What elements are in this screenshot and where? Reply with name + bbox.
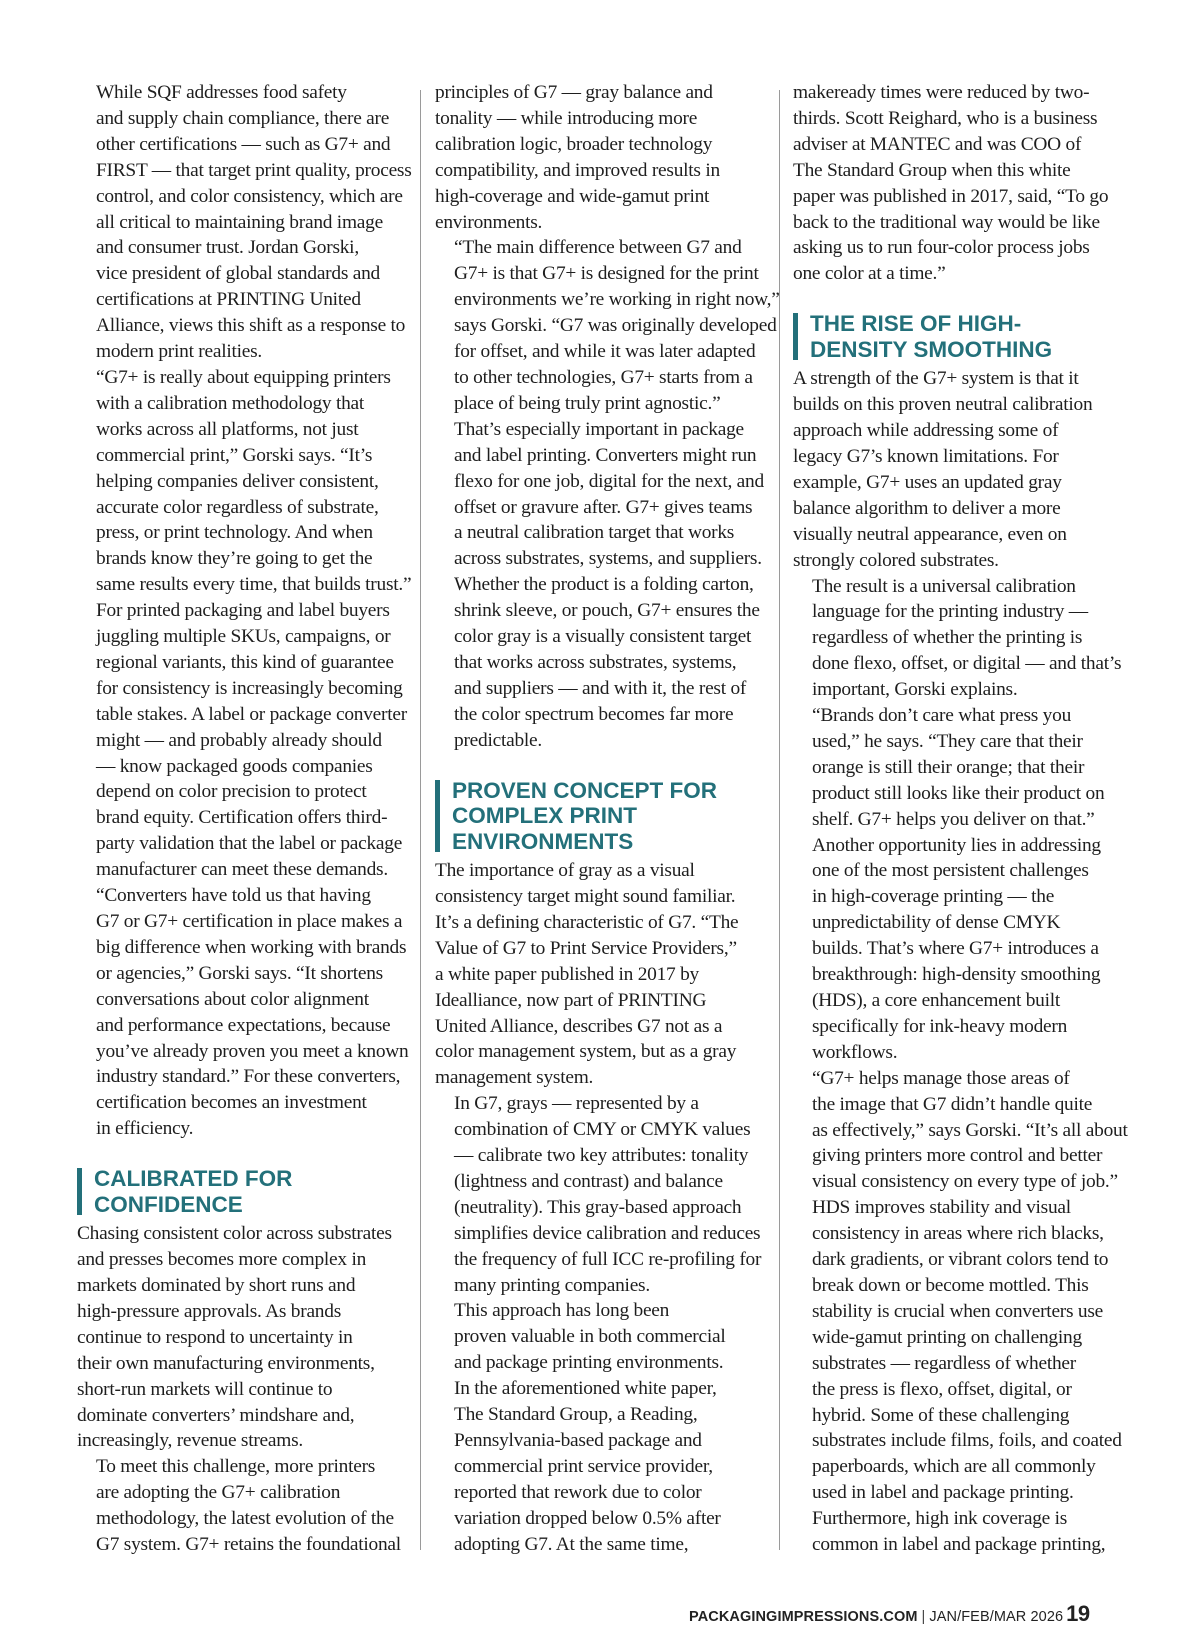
text-line: consistency in areas where rich blacks, <box>812 1223 1104 1245</box>
text-line: certification becomes an investment <box>96 1092 367 1114</box>
text-line: G7 system. G7+ retains the foundational <box>96 1534 401 1556</box>
text-line: color gray is a visually consistent target <box>454 626 752 648</box>
text-line: same results every time, that builds trust.” <box>96 574 412 596</box>
text-line: important, Gorski explains. <box>812 679 1018 701</box>
text-line: accurate color regardless of substrate, <box>96 496 379 518</box>
text-line: (neutrality). This gray-based approach <box>454 1196 742 1218</box>
text-line: break down or become mottled. This <box>812 1274 1089 1296</box>
footer-separator: | <box>921 1609 926 1625</box>
body-paragraph <box>77 365 412 598</box>
text-line: and presses becomes more complex in <box>77 1249 367 1271</box>
text-line: and package printing environments. <box>454 1352 724 1374</box>
text-line: “G7+ helps manage those areas of <box>812 1067 1070 1089</box>
text-line: consistency target might sound familiar. <box>435 885 736 907</box>
body-paragraph <box>435 1298 765 1557</box>
text-line: simplifies device calibration and reduces <box>454 1222 761 1244</box>
text-line: used,” he says. “They care that their <box>812 730 1083 752</box>
text-line: stability is crucial when converters use <box>812 1300 1103 1322</box>
text-line: “Brands don’t care what press you <box>812 705 1072 727</box>
text-line: regional variants, this kind of guarantee <box>96 651 394 673</box>
text-line: vice president of global standards and <box>96 263 380 285</box>
text-line: predictable. <box>454 729 542 751</box>
text-line: The result is a universal calibration <box>812 575 1076 597</box>
text-line: as effectively,” says Gorski. “It’s all about <box>812 1119 1128 1141</box>
text-line: specifically for ink-heavy modern <box>812 1015 1068 1037</box>
text-line: G7 or G7+ certification in place makes a <box>96 911 403 932</box>
body-paragraph <box>77 883 407 1142</box>
text-line: works across all platforms, not just <box>96 418 359 440</box>
body-paragraph <box>77 80 412 365</box>
text-line: the image that G7 didn’t handle quite <box>812 1093 1093 1115</box>
text-line: builds. That’s where G7+ introduces a <box>812 938 1099 960</box>
footer-site: PACKAGINGIMPRESSIONS.COM <box>689 1609 918 1625</box>
article-column-2 <box>435 80 780 1558</box>
text-line: Chasing consistent color across substrates <box>77 1223 392 1245</box>
text-line: environments. <box>435 211 543 233</box>
text-line: short-run markets will continue to <box>77 1378 333 1400</box>
text-line: common in label and package printing, <box>812 1534 1106 1556</box>
text-line: industry standard.” For these converters, <box>96 1066 401 1088</box>
text-line: principles of G7 — gray balance and <box>435 82 713 103</box>
text-line: methodology, the latest evolution of the <box>96 1508 394 1530</box>
text-line: other certifications — such as G7+ and <box>96 133 391 155</box>
text-line: with a calibration methodology that <box>96 392 365 414</box>
text-line: PROVEN CONCEPT FOR <box>452 777 718 803</box>
text-line: In G7, grays — represented by a <box>454 1093 699 1115</box>
text-line: variation dropped below 0.5% after <box>454 1507 721 1529</box>
text-line: back to the traditional way would be like <box>793 211 1100 233</box>
text-line: in efficiency. <box>96 1118 194 1140</box>
text-line: done flexo, offset, or digital — and that’s <box>812 653 1122 675</box>
text-line: paperboards, which are all commonly <box>812 1456 1096 1478</box>
text-line: builds on this proven neutral calibration <box>793 394 1093 416</box>
text-line: workflows. <box>812 1041 898 1063</box>
text-line: Value of G7 to Print Service Providers,” <box>435 937 737 959</box>
body-paragraph <box>793 703 1126 833</box>
text-line: In the aforementioned white paper, <box>454 1378 717 1400</box>
text-line: legacy G7’s known limitations. For <box>793 445 1059 467</box>
column-divider <box>420 90 421 1550</box>
text-line: The importance of gray as a visual <box>435 860 695 882</box>
text-line: CONFIDENCE <box>94 1191 243 1217</box>
text-line: certifications at PRINTING United <box>96 289 361 311</box>
text-line: modern print realities. <box>96 341 263 363</box>
text-line: place of being truly print agnostic.” <box>454 392 721 414</box>
text-line: orange is still their orange; that their <box>812 756 1085 778</box>
body-paragraph <box>435 80 765 235</box>
text-line: to other technologies, G7+ starts from a <box>454 366 753 388</box>
text-line: G7+ is that G7+ is designed for the print <box>454 263 759 285</box>
body-paragraph <box>793 833 1126 1066</box>
text-line: Another opportunity lies in addressing <box>812 834 1101 856</box>
body-paragraph <box>793 366 1126 573</box>
text-line: increasingly, revenue streams. <box>77 1430 303 1452</box>
text-line: This approach has long been <box>454 1300 670 1322</box>
text-line: strongly colored substrates. <box>793 549 999 571</box>
body-paragraph <box>793 1195 1126 1506</box>
text-line: proven valuable in both commercial <box>454 1326 726 1348</box>
text-line: substrates include films, foils, and coated <box>812 1430 1122 1452</box>
text-line: that works across substrates, systems, <box>454 651 737 673</box>
body-paragraph <box>793 80 1126 287</box>
text-line: the press is flexo, offset, digital, or <box>812 1378 1072 1400</box>
text-line: (lightness and contrast) and balance <box>454 1170 723 1192</box>
footer-issue: JAN/FEB/MAR 2026 <box>929 1609 1064 1625</box>
text-line: “Converters have told us that having <box>96 885 371 907</box>
body-paragraph <box>435 235 780 416</box>
text-line: giving printers more control and better <box>812 1145 1103 1167</box>
text-line: continue to respond to uncertainty in <box>77 1326 353 1348</box>
text-line: visual consistency on every type of job.” <box>812 1171 1118 1193</box>
text-line: a neutral calibration target that works <box>454 522 735 544</box>
text-line: While SQF addresses food safety <box>96 82 347 103</box>
text-line: commercial print,” Gorski says. “It’s <box>96 444 373 466</box>
section-heading <box>793 311 1126 362</box>
article-column-1 <box>77 80 412 1558</box>
text-line: visually neutral appearance, even on <box>793 523 1067 545</box>
text-line: and performance expectations, because <box>96 1014 391 1036</box>
text-line: approach while addressing some of <box>793 420 1059 442</box>
text-line: and consumer trust. Jordan Gorski, <box>96 237 359 259</box>
text-line: The Standard Group, a Reading, <box>454 1404 698 1426</box>
text-line: A strength of the G7+ system is that it <box>793 368 1079 390</box>
text-line: For printed packaging and label buyers <box>96 600 390 622</box>
text-line: balance algorithm to deliver a more <box>793 497 1061 519</box>
text-line: example, G7+ uses an updated gray <box>793 471 1062 493</box>
text-line: depend on color precision to protect <box>96 781 367 803</box>
text-line: adviser at MANTEC and was COO of <box>793 133 1082 155</box>
body-paragraph <box>793 574 1126 704</box>
text-line: dominate converters’ mindshare and, <box>77 1404 355 1426</box>
text-line: color management system, but as a gray <box>435 1041 737 1063</box>
text-line: thirds. Scott Reighard, who is a business <box>793 107 1098 129</box>
text-line: Whether the product is a folding carton, <box>454 574 754 596</box>
section-heading <box>435 778 765 855</box>
text-line: combination of CMY or CMYK values <box>454 1119 751 1141</box>
text-line: To meet this challenge, more printers <box>96 1456 376 1478</box>
body-paragraph <box>435 1091 765 1298</box>
text-line: regardless of whether the printing is <box>812 627 1083 649</box>
text-line: high-pressure approvals. As brands <box>77 1300 341 1322</box>
text-line: might — and probably already should <box>96 729 382 751</box>
text-line: — calibrate two key attributes: tonality <box>454 1145 749 1167</box>
text-line: high-coverage and wide-gamut print <box>435 185 710 207</box>
text-line: all critical to maintaining brand image <box>96 211 383 233</box>
text-line: in high-coverage printing — the <box>812 886 1055 908</box>
text-line: That’s especially important in package <box>454 418 744 440</box>
text-line: one of the most persistent challenges <box>812 860 1089 882</box>
text-line: party validation that the label or package <box>96 833 403 855</box>
text-line: the frequency of full ICC re-profiling for <box>454 1248 762 1270</box>
text-line: breakthrough: high-density smoothing <box>812 964 1101 986</box>
text-line: control, and color consistency, which are <box>96 185 403 207</box>
text-line: shelf. G7+ helps you deliver on that.” <box>812 808 1095 830</box>
text-line: compatibility, and improved results in <box>435 159 720 181</box>
text-line: table stakes. A label or package converter <box>96 703 407 725</box>
body-paragraph <box>77 1221 407 1454</box>
text-line: manufacturer can meet these demands. <box>96 859 388 881</box>
body-paragraph <box>77 1454 407 1558</box>
text-line: United Alliance, describes G7 not as a <box>435 1015 723 1037</box>
text-line: calibration logic, broader technology <box>435 133 713 155</box>
text-line: makeready times were reduced by two- <box>793 82 1090 103</box>
text-line: “The main difference between G7 and <box>454 237 742 259</box>
text-line: wide-gamut printing on challenging <box>812 1326 1082 1348</box>
text-line: environments we’re working in right now,” <box>454 289 780 311</box>
article-column-3 <box>793 80 1126 1558</box>
text-line: DENSITY SMOOTHING <box>810 336 1053 362</box>
text-line: big difference when working with brands <box>96 936 407 958</box>
text-line: COMPLEX PRINT <box>452 803 638 829</box>
text-line: used in label and package printing. <box>812 1482 1074 1504</box>
text-line: FIRST — that target print quality, process <box>96 159 412 181</box>
text-line: — know packaged goods companies <box>96 755 373 777</box>
text-line: tonality — while introducing more <box>435 107 698 129</box>
text-line: hybrid. Some of these challenging <box>812 1404 1070 1426</box>
text-line: paper was published in 2017, said, “To go <box>793 185 1109 207</box>
text-line: reported that rework due to color <box>454 1481 702 1503</box>
text-line: for offset, and while it was later adapted <box>454 341 756 363</box>
text-line: one color at a time.” <box>793 263 946 285</box>
text-line: ENVIRONMENTS <box>452 828 634 854</box>
text-line: adopting G7. At the same time, <box>454 1533 689 1555</box>
section-heading <box>77 1166 407 1217</box>
text-line: language for the printing industry — <box>812 601 1088 623</box>
text-line: HDS improves stability and visual <box>812 1197 1071 1219</box>
text-line: “G7+ is really about equipping printers <box>96 366 391 388</box>
text-line: substrates — regardless of whether <box>812 1352 1076 1374</box>
text-line: and suppliers — and with it, the rest of <box>454 677 747 699</box>
text-line: brands know they’re going to get the <box>96 548 373 570</box>
text-line: the color spectrum becomes far more <box>454 703 734 725</box>
text-line: (HDS), a core enhancement built <box>812 990 1061 1011</box>
body-paragraph <box>793 1066 1126 1196</box>
text-line: for consistency is increasingly becoming <box>96 677 403 699</box>
text-line: asking us to run four-color process jobs <box>793 237 1090 259</box>
text-line: product still looks like their product on <box>812 782 1105 804</box>
text-line: and supply chain compliance, there are <box>96 107 390 129</box>
text-line: markets dominated by short runs and <box>77 1274 356 1296</box>
text-line: THE RISE OF HIGH- <box>810 311 1022 337</box>
text-line: a white paper published in 2017 by <box>435 963 699 985</box>
text-line: The Standard Group when this white <box>793 159 1071 181</box>
text-line: you’ve already proven you meet a known <box>96 1040 409 1062</box>
text-line: and label printing. Converters might run <box>454 444 757 466</box>
text-line: flexo for one job, digital for the next, and <box>454 470 764 492</box>
text-line: Alliance, views this shift as a response to <box>96 315 406 337</box>
text-line: says Gorski. “G7 was originally developed <box>454 315 777 337</box>
text-line: press, or print technology. And when <box>96 522 373 544</box>
text-line: are adopting the G7+ calibration <box>96 1482 341 1504</box>
text-line: It’s a defining characteristic of G7. “The <box>435 911 739 933</box>
text-line: Pennsylvania-based package and <box>454 1430 702 1451</box>
text-line: or agencies,” Gorski says. “It shortens <box>96 962 383 984</box>
text-line: commercial print service provider, <box>454 1455 713 1477</box>
text-line: offset or gravure after. G7+ gives teams <box>454 496 753 518</box>
body-paragraph <box>793 1506 1126 1558</box>
body-paragraph <box>435 417 765 754</box>
page-number: 19 <box>1066 1601 1090 1626</box>
text-line: Idealliance, now part of PRINTING <box>435 989 707 1011</box>
text-line: many printing companies. <box>454 1274 650 1296</box>
text-line: shrink sleeve, or pouch, G7+ ensures the <box>454 600 760 622</box>
text-line: unpredictability of dense CMYK <box>812 912 1061 934</box>
text-line: CALIBRATED FOR <box>94 1166 293 1192</box>
text-line: brand equity. Certification offers third- <box>96 807 388 829</box>
body-paragraph <box>77 598 407 883</box>
page-footer <box>689 1601 1090 1626</box>
body-paragraph <box>435 858 765 1091</box>
text-line: management system. <box>435 1067 594 1089</box>
text-line: helping companies deliver consistent, <box>96 470 379 492</box>
text-line: Furthermore, high ink coverage is <box>812 1508 1068 1530</box>
text-line: juggling multiple SKUs, campaigns, or <box>96 626 391 648</box>
text-line: their own manufacturing environments, <box>77 1352 375 1374</box>
text-line: across substrates, systems, and suppliers. <box>454 548 762 570</box>
text-line: dark gradients, or vibrant colors tend to <box>812 1249 1109 1271</box>
text-line: conversations about color alignment <box>96 988 369 1010</box>
